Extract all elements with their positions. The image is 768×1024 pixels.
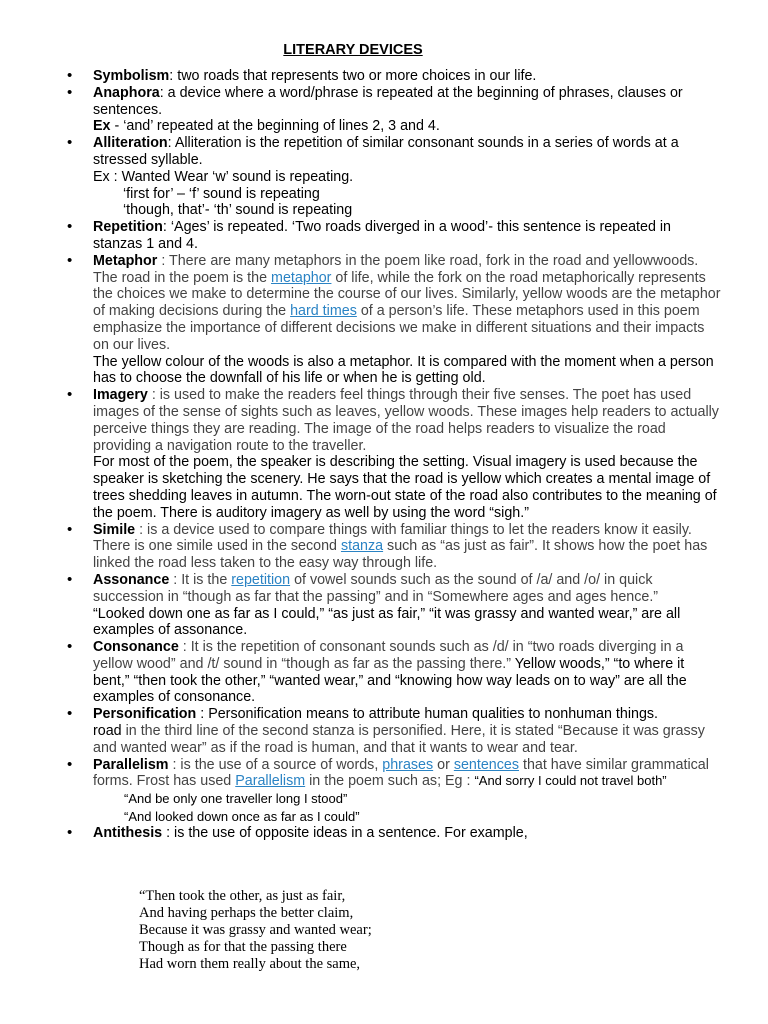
parallelism-quote-2: “And be only one traveller long I stood” [124, 791, 348, 807]
list-item-personification: • Personification : Personification means to attribute human qualities to nonhuman things. road in the third line of the second stanza is personified. Here, it is stated “Because it was grassy and wanted wear” as if the road is human, and that it wants to wear and tear. [0, 706, 722, 756]
poem-excerpt [139, 888, 372, 973]
poem-line: Though as for that the passing there [139, 939, 347, 955]
list-item-parallelism: • Parallelism : is the use of a source of words, phrases or sentences that have similar grammatical forms. Frost has used Parallelism in the poem such as; Eg : “And sorry I could not travel both” “And be only one traveller long I stood” “And looked down once as far as I could” [0, 757, 722, 826]
link-phrases[interactable]: phrases [382, 756, 434, 773]
list-item-assonance: • Assonance : It is the repetition of vowel sounds such as the sound of /a/ and /o/ in quick succession in “though as far that the passing” and in “Somewhere ages and ages hence.” “Looked down one as far as I could,” “as just as fair,” “it was grassy and wanted wear,” are all examples of assonance. [0, 572, 722, 639]
term-simile: Simile [93, 521, 136, 538]
term-personification: Personification [93, 706, 197, 723]
definition-anaphora: : a device where a word/phrase is repeated at the beginning of phrases, clauses or sentences. [93, 84, 683, 118]
list-item-simile: • Simile : is a device used to compare things with familiar things to let the readers know it easily. There is one simile used in the second stanza such as “as just as fair”. It shows how the poet has linked the road less taken to the easy way through life. [0, 522, 722, 572]
term-assonance: Assonance [93, 571, 170, 588]
list-item-anaphora [0, 85, 722, 135]
term-parallelism: Parallelism [93, 756, 169, 773]
metaphor-paragraph-2: The yellow colour of the woods is also a metaphor. It is compared with the moment when a person has to choose the downfall of his life or when he is getting old. [93, 353, 714, 387]
link-metaphor[interactable]: metaphor [271, 269, 332, 286]
link-stanza[interactable]: stanza [340, 538, 384, 555]
link-repetition[interactable]: repetition [231, 571, 291, 588]
poem-line: And having perhaps the better claim, [139, 905, 354, 921]
example-alliteration-2: ‘first for’ – ‘f’ sound is repeating [123, 185, 320, 202]
definition-symbolism: : two roads that represents two or more choices in our life. [169, 68, 537, 84]
definition-alliteration: : Alliteration is the repetition of similar consonant sounds in a series of words at a stressed syllable. [93, 135, 679, 168]
term-symbolism: Symbolism [93, 68, 170, 84]
parallelism-quote-3: “And looked down once as far as I could” [124, 808, 360, 824]
list-item-alliteration [0, 135, 722, 219]
literary-devices-list [0, 68, 722, 842]
term-antithesis: Antithesis [93, 825, 163, 842]
term-repetition: Repetition [93, 219, 163, 236]
poem-line: Had worn them really about the same, [139, 956, 361, 972]
personification-paragraph-2: road in the third line of the second stanza is personified. Here, it is stated “Because it was grassy and wanted wear” as if the road is human, and that it wants to wear and tear. [93, 723, 705, 756]
list-item-imagery: • Imagery : is used to make the readers feel things through their five senses. The poet has used images of the sense of sights such as leaves, yellow woods. These images help readers to actually perceive things they are reading. The image of the road helps readers to visualize the road providing a navigation route to the traveller. For most of the poem, the speaker is describing the setting. Visual imagery is used because the speaker is sketching the scenery. He says that the road is yellow which creates a mental image of trees shedding leaves in autumn. The worn-out state of the road also contributes to the meaning of the poem. There is auditory imagery as well by using the word “sigh.” [0, 387, 722, 521]
list-item-symbolism [0, 68, 722, 85]
example-anaphora: Ex - ‘and’ repeated at the beginning of lines 2, 3 and 4. [93, 118, 440, 135]
term-metaphor: Metaphor [93, 252, 158, 269]
example-alliteration-1: Ex : Wanted Wear ‘w’ sound is repeating. [93, 168, 354, 185]
poem-line: Because it was grassy and wanted wear; [139, 922, 372, 938]
page-title: LITERARY DEVICES [283, 42, 423, 58]
link-parallelism[interactable]: Parallelism [235, 773, 306, 790]
poem-line: “Then took the other, as just as fair, [139, 888, 346, 904]
example-alliteration-3: ‘though, that’- ‘th’ sound is repeating [123, 202, 353, 219]
link-hard-times[interactable]: hard times [290, 303, 357, 320]
list-item-repetition [0, 219, 722, 253]
term-imagery: Imagery [93, 387, 148, 404]
definition-repetition: : ‘Ages’ is repeated. ‘Two roads diverged in a wood’- this sentence is repeated in stanzas 1 and 4. [93, 219, 671, 252]
term-alliteration: Alliteration [93, 135, 168, 152]
list-item-metaphor: • Metaphor : There are many metaphors in the poem like road, fork in the road and yellowwoods. The road in the poem is the metaphor of life, while the fork on the road metaphorically represents the choices we make to determine the course of our lives. Similarly, yellow woods are the metaphor of making decisions during the hard times of a person’s life. These metaphors used in this poem emphasize the importance of different decisions we make in different situations and their impacts on our lives. The yellow colour of the woods is also a metaphor. It is compared with the moment when a person has to choose the downfall of his life or when he is getting old. [0, 253, 722, 387]
term-consonance: Consonance [93, 639, 179, 656]
link-sentences[interactable]: sentences [453, 756, 520, 773]
assonance-paragraph-2: “Looked down one as far as I could,” “as just as fair,” “it was grassy and wanted wear,” are all examples of assonance. [93, 605, 681, 639]
imagery-paragraph-2: For most of the poem, the speaker is describing the setting. Visual imagery is used because the speaker is sketching the scenery. He says that the road is yellow which creates a mental image of trees shedding leaves in autumn. The worn-out state of the road also contributes to the meaning of the poem. There is auditory imagery as well by using the word “sigh.” [93, 454, 717, 521]
list-item-consonance: • Consonance : It is the repetition of consonant sounds such as /d/ in “two roads diverging in a yellow wood” and /t/ sound in “though as far as the passing there.” Yellow woods,” “to where it bent,” “then took the other,” “wanted wear,” and “knowing how way leads on to way” are all the examples of consonance. [0, 639, 722, 706]
parallelism-quote-1: “And sorry I could not travel both” [474, 773, 667, 789]
term-anaphora: Anaphora [93, 84, 160, 101]
list-item-antithesis: • Antithesis : is the use of opposite ideas in a sentence. For example, [0, 825, 722, 842]
